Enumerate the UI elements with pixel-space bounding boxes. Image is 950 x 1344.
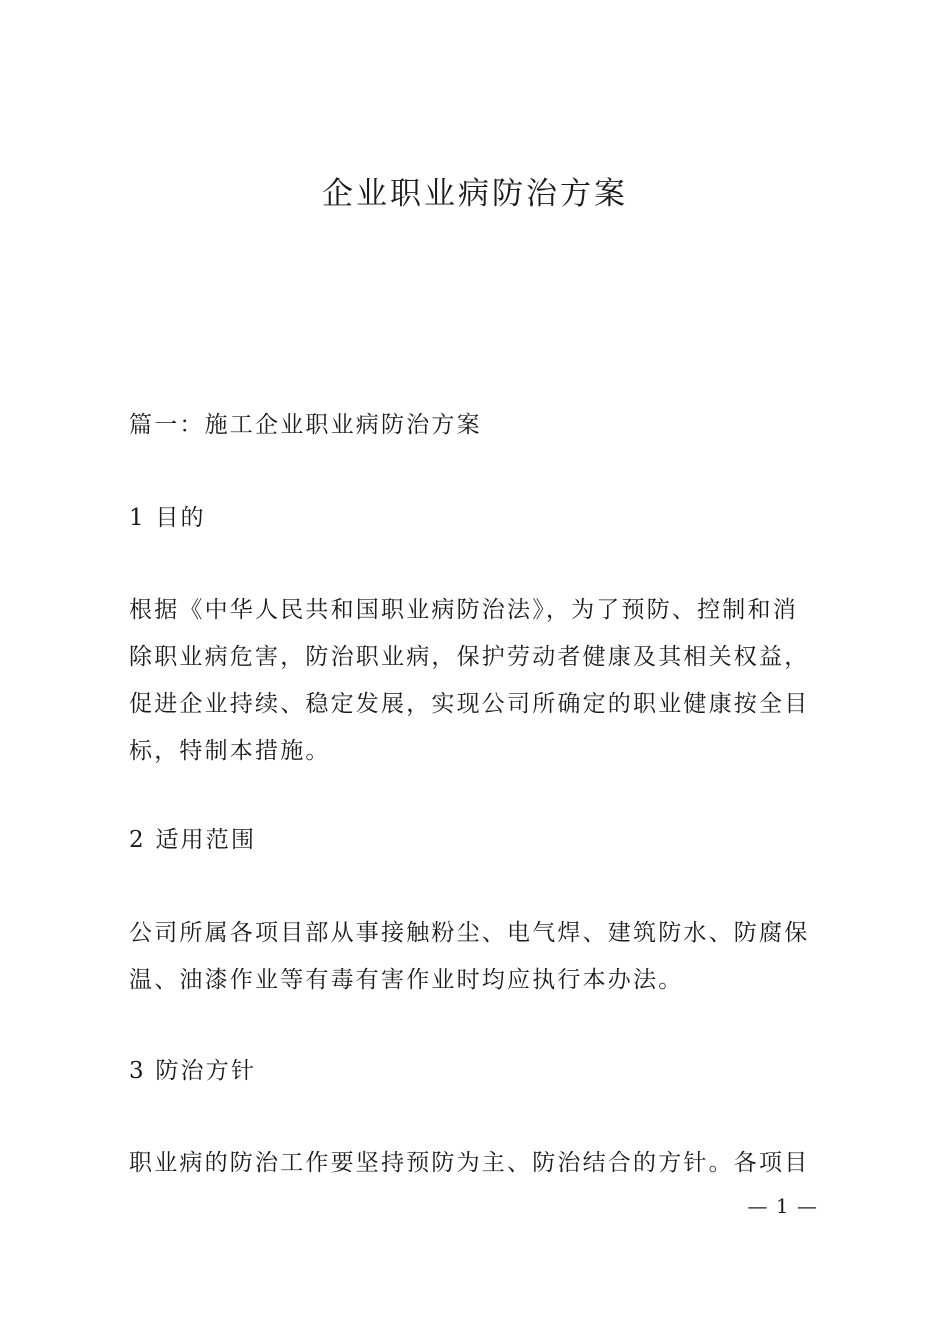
section-heading-purpose: 1 目的: [129, 505, 206, 531]
document-title: 企业职业病防治方案: [322, 176, 628, 212]
paragraph-line: 温、油漆作业等有毒有害作业时均应执行本办法。: [129, 967, 684, 993]
paragraph-line: 除职业病危害，防治职业病，保护劳动者健康及其相关权益，: [129, 644, 810, 670]
section-heading-policy: 3 防治方针: [129, 1058, 257, 1084]
chapter-heading: 篇一：施工企业职业病防治方案: [129, 412, 482, 438]
paragraph-line: 职业病的防治工作要坚持预防为主、防治结合的方针。各项目: [129, 1150, 810, 1176]
page-number: — 1 —: [747, 1194, 818, 1218]
paragraph-line: 标，特制本措施。: [129, 738, 331, 764]
section-heading-scope: 2 适用范围: [129, 827, 257, 853]
paragraph-line: 促进企业持续、稳定发展，实现公司所确定的职业健康按全目: [129, 691, 810, 717]
section-paragraph-purpose: [129, 587, 819, 775]
section-paragraph-policy: [129, 1140, 819, 1187]
section-paragraph-scope: [129, 910, 819, 1004]
paragraph-line: 公司所属各项目部从事接触粉尘、电气焊、建筑防水、防腐保: [129, 920, 810, 946]
paragraph-line: 根据《中华人民共和国职业病防治法》，为了预防、控制和消: [129, 597, 798, 623]
